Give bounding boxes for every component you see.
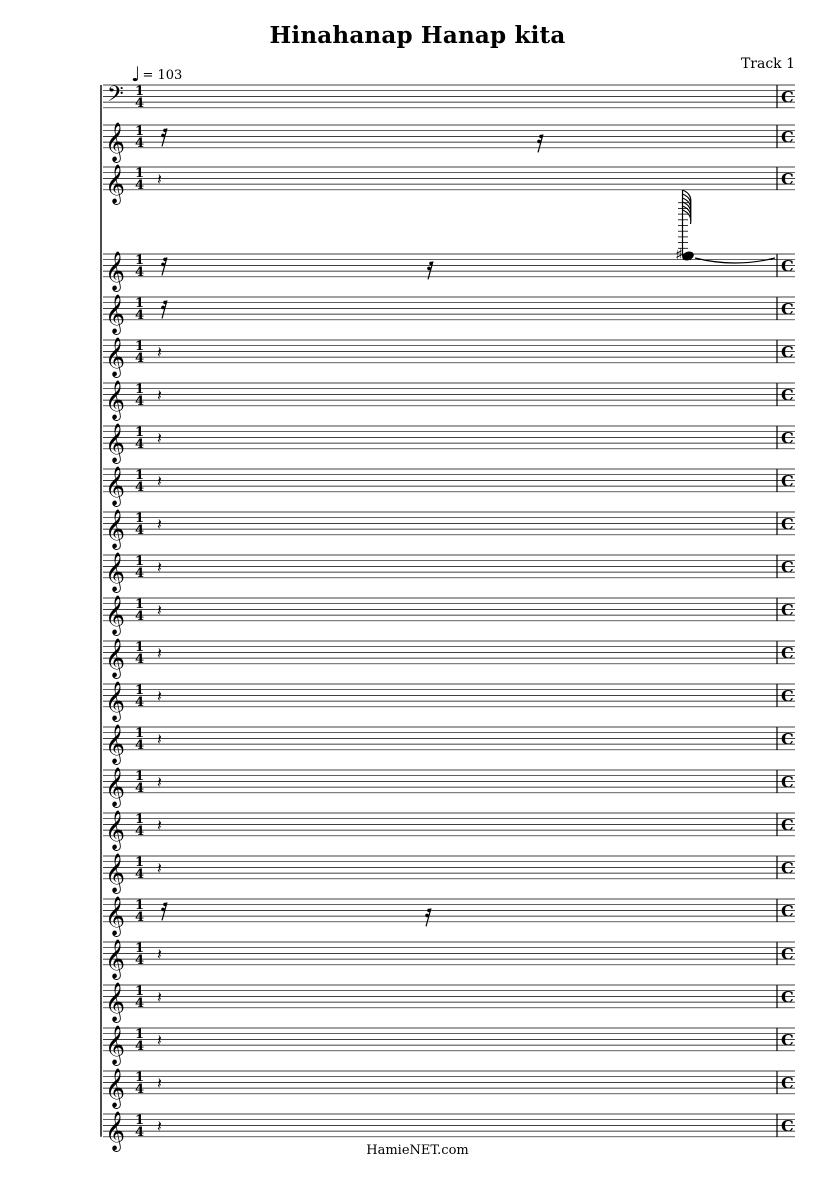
common-time-icon: C xyxy=(781,815,794,835)
staff-10 xyxy=(103,512,795,535)
treble-clef-icon: 𝄞 xyxy=(105,1111,126,1151)
staff-14 xyxy=(103,684,795,707)
time-signature-bottom: 4 xyxy=(135,953,145,968)
treble-clef-icon: 𝄞 xyxy=(105,509,126,549)
treble-clef-icon: 𝄞 xyxy=(105,681,126,721)
time-signature-bottom: 4 xyxy=(135,308,145,323)
track-label: Track 1 xyxy=(740,56,795,72)
quarter-rest-icon: 𝄽 xyxy=(157,600,162,620)
time-signature-top: 1 xyxy=(135,898,145,913)
common-time-icon: C xyxy=(781,772,794,792)
time-signature-bottom: 4 xyxy=(135,781,145,796)
staff-6 xyxy=(103,340,795,363)
bass-clef-icon: 𝄢 xyxy=(107,82,124,112)
quarter-rest-icon: 𝄽 xyxy=(157,1116,162,1136)
staff-11 xyxy=(103,555,795,578)
common-time-icon: C xyxy=(781,256,794,276)
time-signature-top: 1 xyxy=(135,597,145,612)
time-signature-bottom: 4 xyxy=(135,351,145,366)
sixteenth-rest-icon xyxy=(161,128,167,146)
time-signature-top: 1 xyxy=(135,941,145,956)
quarter-rest-icon: 𝄽 xyxy=(157,944,162,964)
time-signature-bottom: 4 xyxy=(135,265,145,280)
time-signature-top: 1 xyxy=(135,296,145,311)
time-signature-top: 1 xyxy=(135,1027,145,1042)
common-time-icon: C xyxy=(781,858,794,878)
time-signature-top: 1 xyxy=(135,683,145,698)
sixteenth-rest-icon xyxy=(537,134,543,152)
staff-12 xyxy=(103,598,795,621)
common-time-icon: C xyxy=(781,557,794,577)
treble-clef-icon: 𝄞 xyxy=(105,423,126,463)
common-time-icon: C xyxy=(781,514,794,534)
tempo-text: = 103 xyxy=(142,68,183,83)
time-signature-top: 1 xyxy=(135,339,145,354)
staff-18 xyxy=(103,856,795,879)
time-signature-bottom: 4 xyxy=(135,1082,145,1097)
time-signature-top: 1 xyxy=(135,253,145,268)
treble-clef-icon: 𝄞 xyxy=(105,638,126,678)
time-signature-bottom: 4 xyxy=(135,867,145,882)
quarter-rest-icon: 𝄽 xyxy=(157,169,162,189)
quarter-rest-icon: 𝄽 xyxy=(157,815,162,835)
time-signature-top: 1 xyxy=(135,726,145,741)
treble-clef-icon: 𝄞 xyxy=(105,767,126,807)
common-time-icon: C xyxy=(781,169,794,189)
quarter-rest-icon: 𝄽 xyxy=(157,858,162,878)
time-signature-top: 1 xyxy=(135,812,145,827)
sixteenth-rest-icon xyxy=(161,257,167,275)
quarter-rest-icon: 𝄽 xyxy=(157,729,162,749)
staff-13 xyxy=(103,641,795,664)
quarter-rest-icon: 𝄽 xyxy=(157,772,162,792)
time-signature-top: 1 xyxy=(135,769,145,784)
common-time-icon: C xyxy=(781,729,794,749)
common-time-icon: C xyxy=(781,1073,794,1093)
time-signature-top: 1 xyxy=(135,468,145,483)
quarter-rest-icon: 𝄽 xyxy=(157,471,162,491)
common-time-icon: C xyxy=(781,901,794,921)
staff-15 xyxy=(103,727,795,750)
treble-clef-icon: 𝄞 xyxy=(105,595,126,635)
time-signature-bottom: 4 xyxy=(135,566,145,581)
time-signature-top: 1 xyxy=(135,1113,145,1128)
common-time-icon: C xyxy=(781,299,794,319)
common-time-icon: C xyxy=(781,87,794,107)
sixteenth-rest-icon xyxy=(161,300,167,318)
time-signature-bottom: 4 xyxy=(135,523,145,538)
staff-17 xyxy=(103,813,795,836)
treble-clef-icon: 𝄞 xyxy=(105,294,126,334)
staff-5 xyxy=(103,297,795,320)
treble-clef-icon: 𝄞 xyxy=(105,466,126,506)
common-time-icon: C xyxy=(781,643,794,663)
staff-3 xyxy=(103,167,795,190)
time-signature-bottom: 4 xyxy=(135,738,145,753)
common-time-icon: C xyxy=(781,471,794,491)
quarter-rest-icon: 𝄽 xyxy=(157,686,162,706)
quarter-rest-icon: 𝄽 xyxy=(157,342,162,362)
time-signature-bottom: 4 xyxy=(135,910,145,925)
staff-1 xyxy=(103,85,795,108)
quarter-rest-icon: 𝄽 xyxy=(157,1030,162,1050)
common-time-icon: C xyxy=(781,1116,794,1136)
treble-clef-icon: 𝄞 xyxy=(105,380,126,420)
treble-clef-icon: 𝄞 xyxy=(105,1068,126,1108)
common-time-icon: C xyxy=(781,428,794,448)
common-time-icon: C xyxy=(781,600,794,620)
time-signature-top: 1 xyxy=(135,124,145,139)
staff-24 xyxy=(103,1114,795,1137)
time-signature-bottom: 4 xyxy=(135,437,145,452)
time-signature-top: 1 xyxy=(135,640,145,655)
treble-clef-icon: 𝄞 xyxy=(105,939,126,979)
staff-23 xyxy=(103,1071,795,1094)
quarter-rest-icon: 𝄽 xyxy=(157,557,162,577)
time-signature-bottom: 4 xyxy=(135,996,145,1011)
quarter-rest-icon: 𝄽 xyxy=(157,1073,162,1093)
treble-clef-icon: 𝄞 xyxy=(105,552,126,592)
common-time-icon: C xyxy=(781,127,794,147)
staff-20 xyxy=(103,942,795,965)
time-signature-bottom: 4 xyxy=(135,394,145,409)
time-signature-bottom: 4 xyxy=(135,136,145,151)
time-signature-bottom: 4 xyxy=(135,1039,145,1054)
time-signature-bottom: 4 xyxy=(135,824,145,839)
time-signature-top: 1 xyxy=(135,855,145,870)
quarter-note-icon: ♩ xyxy=(131,62,141,86)
time-signature-bottom: 4 xyxy=(135,652,145,667)
time-signature-bottom: 4 xyxy=(135,695,145,710)
time-signature-bottom: 4 xyxy=(135,178,145,193)
score-title: Hinahanap Hanap kita xyxy=(269,22,566,49)
tie-arc xyxy=(695,258,775,263)
treble-clef-icon: 𝄞 xyxy=(105,982,126,1022)
staff-7 xyxy=(103,383,795,406)
treble-clef-icon: 𝄞 xyxy=(105,164,126,204)
staff-22 xyxy=(103,1028,795,1051)
time-signature-top: 1 xyxy=(135,511,145,526)
staff-2 xyxy=(103,125,795,148)
time-signature-top: 1 xyxy=(135,984,145,999)
sixteenth-rest-icon xyxy=(161,902,167,920)
time-signature-top: 1 xyxy=(135,84,145,99)
sixteenth-rest-icon xyxy=(425,908,431,926)
time-signature-bottom: 4 xyxy=(135,96,145,111)
sharp-icon: ♯ xyxy=(675,245,683,264)
treble-clef-icon: 𝄞 xyxy=(105,251,126,291)
time-signature-bottom: 4 xyxy=(135,480,145,495)
treble-clef-icon: 𝄞 xyxy=(105,810,126,850)
treble-clef-icon: 𝄞 xyxy=(105,896,126,936)
staff-8 xyxy=(103,426,795,449)
common-time-icon: C xyxy=(781,385,794,405)
treble-clef-icon: 𝄞 xyxy=(105,853,126,893)
quarter-rest-icon: 𝄽 xyxy=(157,385,162,405)
staff-9 xyxy=(103,469,795,492)
time-signature-top: 1 xyxy=(135,166,145,181)
time-signature-top: 1 xyxy=(135,425,145,440)
quarter-rest-icon: 𝄽 xyxy=(157,514,162,534)
treble-clef-icon: 𝄞 xyxy=(105,1025,126,1065)
quarter-rest-icon: 𝄽 xyxy=(157,428,162,448)
time-signature-top: 1 xyxy=(135,382,145,397)
common-time-icon: C xyxy=(781,1030,794,1050)
common-time-icon: C xyxy=(781,944,794,964)
staff-19 xyxy=(103,899,795,922)
common-time-icon: C xyxy=(781,686,794,706)
footer-credit: HamieNET.com xyxy=(366,1143,469,1158)
time-signature-bottom: 4 xyxy=(135,609,145,624)
time-signature-bottom: 4 xyxy=(135,1125,145,1140)
staff-16 xyxy=(103,770,795,793)
staff-21 xyxy=(103,985,795,1008)
time-signature-top: 1 xyxy=(135,1070,145,1085)
common-time-icon: C xyxy=(781,342,794,362)
common-time-icon: C xyxy=(781,987,794,1007)
quarter-rest-icon: 𝄽 xyxy=(157,643,162,663)
treble-clef-icon: 𝄞 xyxy=(105,122,126,162)
quarter-rest-icon: 𝄽 xyxy=(157,987,162,1007)
treble-clef-icon: 𝄞 xyxy=(105,337,126,377)
treble-clef-icon: 𝄞 xyxy=(105,724,126,764)
time-signature-top: 1 xyxy=(135,554,145,569)
